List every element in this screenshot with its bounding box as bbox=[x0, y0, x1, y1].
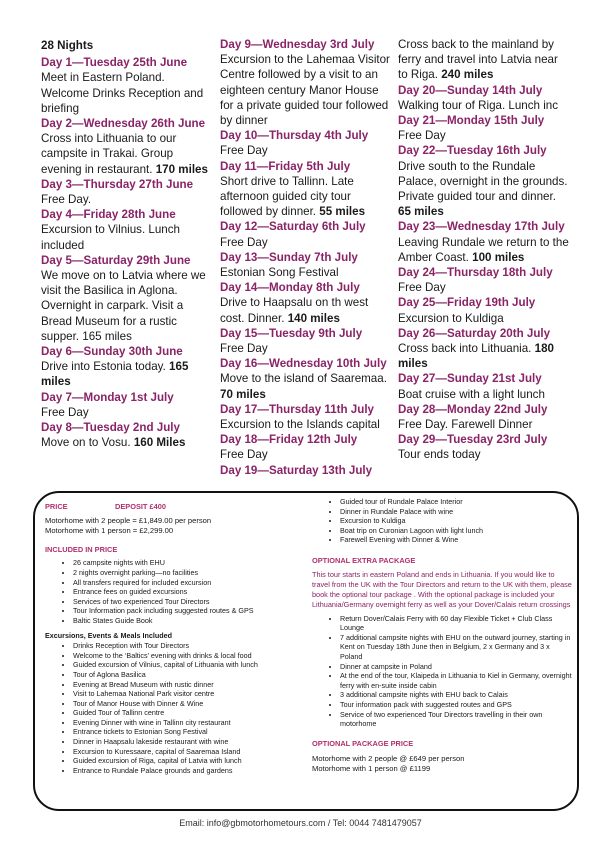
day-body: Excursion to Vilnius. Lunch included bbox=[41, 223, 180, 252]
day-heading: Day 15—Tuesday 9th July bbox=[220, 326, 363, 340]
excursions-heading: Excursions, Events & Meals Included bbox=[45, 630, 173, 640]
day-heading: Day 23—Wednesday 17th July bbox=[398, 220, 565, 234]
day-body: We move on to Latvia where we visit the Basilica in Aglona. Overnight in carpark. Visit a Bread Museum for a rustic supper. 165 miles bbox=[41, 269, 206, 343]
day-miles: 100 miles bbox=[472, 250, 525, 264]
list-item: • At the end of the tour, Klaipeda in Lithuania to Kiel in Germany, overnight ferry with en-suite inside cabin bbox=[340, 671, 574, 690]
list-item: • Excursion to Kuldiga bbox=[340, 516, 574, 526]
day-miles: 55 miles bbox=[319, 205, 366, 219]
list-item: • Guided excursion of Riga, capital of Latvia with lunch bbox=[73, 756, 293, 766]
day-body: Boat cruise with a light lunch bbox=[398, 387, 545, 401]
list-item: • Tour Information pack including suggested routes & GPS bbox=[73, 606, 293, 616]
day-heading: Day 24—Thursday 18th July bbox=[398, 266, 553, 280]
list-item: • Drinks Reception with Tour Directors bbox=[73, 641, 293, 651]
itinerary-column-3 bbox=[398, 37, 570, 463]
day-miles: 170 miles bbox=[155, 162, 208, 176]
list-item: • Dinner at campsite in Poland bbox=[340, 662, 574, 672]
footer-contact: Email: info@gbmotorhometours.com / Tel: 0044 7481479057 bbox=[179, 818, 422, 828]
pricing-right-column bbox=[312, 497, 574, 773]
day-body: Cross back into Lithuania. 180 miles bbox=[398, 342, 554, 371]
day-heading: Day 8—Tuesday 2nd July bbox=[41, 421, 180, 435]
day-heading: Day 12—Saturday 6th July bbox=[220, 220, 366, 234]
day-body: Estonian Song Festival bbox=[220, 266, 339, 280]
day-miles: 165 miles bbox=[41, 360, 189, 389]
optional-price-1-person: Motorhome with 1 person @ £1199 bbox=[312, 763, 431, 773]
day-heading: Day 17—Thursday 11th July bbox=[220, 402, 375, 416]
day-heading: Day 9—Wednesday 3rd July bbox=[220, 38, 375, 51]
list-item: • Excursion to Kuressaare, capital of Saaremaa Island bbox=[73, 747, 293, 757]
price-line-1-person: Motorhome with 1 person = £2,299.00 bbox=[45, 526, 174, 536]
day-body: Free Day bbox=[220, 144, 268, 158]
included-list bbox=[45, 558, 293, 625]
included-list-continued bbox=[312, 497, 574, 545]
day-heading: Day 3—Thursday 27th June bbox=[41, 177, 194, 191]
day-body: Free Day bbox=[398, 281, 446, 295]
optional-price-heading: OPTIONAL PACKAGE PRICE bbox=[312, 738, 414, 748]
day-heading: Day 11—Friday 5th July bbox=[220, 159, 351, 173]
day-body: Cross into Lithuania to our campsite in Trakai. Group evening in restaurant. 170 miles bbox=[41, 132, 208, 176]
itinerary-column-2 bbox=[220, 37, 392, 478]
day-heading: Day 16—Wednesday 10th July bbox=[220, 357, 387, 371]
day-body: Excursion to Kuldiga bbox=[398, 311, 504, 325]
day-heading: Day 1—Tuesday 25th June bbox=[41, 56, 188, 70]
list-item: • Guided tour of Rundale Palace Interior bbox=[340, 497, 574, 507]
day-heading: Day 4—Friday 28th June bbox=[41, 208, 176, 222]
list-item: • Guided Tour of Tallinn centre bbox=[73, 708, 293, 718]
day-body: Free Day bbox=[41, 405, 89, 419]
day-miles: 70 miles bbox=[220, 387, 266, 401]
day-heading: Day 25—Friday 19th July bbox=[398, 296, 536, 310]
optional-heading: OPTIONAL EXTRA PACKAGE bbox=[312, 555, 416, 565]
nights-title: 28 Nights bbox=[41, 39, 94, 52]
itinerary-column-1 bbox=[41, 38, 213, 450]
list-item: • Service of two experienced Tour Directors travelling in their own motorhome bbox=[340, 710, 574, 729]
list-item: • Welcome to the ‘Baltics’ evening with drinks & local food bbox=[73, 651, 293, 661]
list-item: • Tour of Aglona Basilica bbox=[73, 670, 293, 680]
list-item: • 26 campsite nights with EHU bbox=[73, 558, 293, 568]
list-item: • Boat trip on Curonian Lagoon with light lunch bbox=[340, 526, 574, 536]
price-heading: PRICE DEPOSIT £400 bbox=[45, 502, 166, 511]
list-item: • Evening at Bread Museum with rustic dinner bbox=[73, 680, 293, 690]
day-body: Tour ends today bbox=[398, 448, 481, 462]
list-item: • Guided excursion of Vilnius, capital of Lithuania with lunch bbox=[73, 660, 293, 670]
day-heading: Day 2—Wednesday 26th June bbox=[41, 117, 206, 131]
optional-description: This tour starts in eastern Poland and ends in Lithuania. If you would like to travel from the UK with the Tour Directors and return to the UK with them, please book the optional tour package . With the optional package is included your Lithuania/Germany overnight ferry as well as your Dover/Calais return crossings bbox=[312, 569, 572, 609]
optional-list bbox=[312, 614, 574, 729]
day-miles: 160 Miles bbox=[133, 436, 186, 450]
day-heading: Day 7—Monday 1st July bbox=[41, 390, 174, 404]
day-heading: Day 14—Monday 8th July bbox=[220, 281, 360, 295]
list-item: • Visit to Lahemaa National Park visitor centre bbox=[73, 689, 293, 699]
day-body: Move to the island of Saaremaa. 70 miles bbox=[220, 372, 387, 401]
list-item: • Evening Dinner with wine in Tallinn city restaurant bbox=[73, 718, 293, 728]
day-heading: Day 21—Monday 15th July bbox=[398, 114, 545, 128]
list-item: • Dinner in Haapsalu lakeside restaurant with wine bbox=[73, 737, 293, 747]
list-item: • Tour of Manor House with Dinner & Wine bbox=[73, 699, 293, 709]
day-body: Free Day bbox=[220, 342, 268, 356]
day-body: Short drive to Tallinn. Late afternoon guided city tour followed by dinner. 55 miles bbox=[220, 174, 366, 219]
day-miles: 65 miles bbox=[398, 205, 444, 219]
included-heading: INCLUDED IN PRICE bbox=[45, 544, 118, 554]
day-body: Free Day. bbox=[41, 193, 92, 207]
excursions-list bbox=[45, 641, 293, 775]
day-heading: Day 29—Tuesday 23rd July bbox=[398, 433, 548, 447]
day-body: Leaving Rundale we return to the Amber Coast. 100 miles bbox=[398, 235, 569, 264]
day-heading: Day 10—Thursday 4th July bbox=[220, 129, 369, 143]
list-item: • Baltic States Guide Book bbox=[73, 616, 293, 626]
day-body: Drive to Haapsalu on th west cost. Dinner. 140 miles bbox=[220, 296, 369, 325]
list-item: • Services of two experienced Tour Directors bbox=[73, 597, 293, 607]
day-body: Move on to Vosu. 160 Miles bbox=[41, 436, 186, 450]
day-body: Free Day. Farewell Dinner bbox=[398, 418, 533, 432]
day-heading: Day 28—Monday 22nd July bbox=[398, 402, 548, 416]
list-item: • Dinner in Rundale Palace with wine bbox=[340, 507, 574, 517]
list-item: • 7 additional campsite nights with EHU on the outward journey, starting in Kent on Tuesday 18th June then in Belgium, 2 x Germany and 3 x Poland bbox=[340, 633, 574, 662]
list-item: • Return Dover/Calais Ferry with 60 day Flexible Ticket + Club Class Lounge bbox=[340, 614, 574, 633]
list-item: • Entrance tickets to Estonian Song Festival bbox=[73, 727, 293, 737]
day-body: Walking tour of Riga. Lunch inc bbox=[398, 98, 559, 112]
day-heading: Day 22—Tuesday 16th July bbox=[398, 144, 547, 158]
day-miles: 180 miles bbox=[398, 342, 554, 371]
day-heading: Day 19—Saturday 13th July bbox=[220, 463, 373, 477]
day-body: Free Day bbox=[398, 129, 446, 143]
day-heading: Day 20—Sunday 14th July bbox=[398, 83, 543, 97]
day-body: Drive into Estonia today. 165 miles bbox=[41, 360, 189, 389]
list-item: • Farewell Evening with Dinner & Wine bbox=[340, 535, 574, 545]
pricing-left-column bbox=[45, 502, 293, 775]
list-item: • Entrance fees on guided excursions bbox=[73, 587, 293, 597]
list-item: • Entrance to Rundale Palace grounds and gardens bbox=[73, 766, 293, 776]
price-line-2-people: Motorhome with 2 people = £1,849.00 per person bbox=[45, 515, 212, 525]
day-body: Free Day bbox=[220, 448, 268, 462]
day-heading: Day 13—Sunday 7th July bbox=[220, 250, 358, 264]
day-heading: Day 26—Saturday 20th July bbox=[398, 326, 551, 340]
list-item: • 3 additional campsite nights with EHU back to Calais bbox=[340, 690, 574, 700]
list-item: • 2 nights overnight parking—no facilities bbox=[73, 568, 293, 578]
optional-price-2-people: Motorhome with 2 people @ £649 per person bbox=[312, 754, 465, 764]
day-body: Drive south to the Rundale Palace, overnight in the grounds. Private guided tour and dinner. 65 miles bbox=[398, 159, 568, 219]
day-heading: Day 18—Friday 12th July bbox=[220, 433, 358, 447]
day-body: Free Day bbox=[220, 235, 268, 249]
day-body: Cross back to the mainland by ferry and travel into Latvia near to Riga. 240 miles bbox=[398, 38, 558, 82]
day-body: Excursion to the Lahemaa Visitor Centre followed by a visit to an eighteen century Manor House for a private guided tour followed by dinner bbox=[220, 53, 390, 128]
list-item: • All transfers required for included excursion bbox=[73, 578, 293, 588]
day-body: Meet in Eastern Poland. Welcome Drinks Reception and briefing bbox=[41, 71, 204, 115]
day-heading: Day 5—Saturday 29th June bbox=[41, 253, 191, 267]
day-heading: Day 27—Sunday 21st July bbox=[398, 372, 542, 386]
day-body: Excursion to the Islands capital bbox=[220, 418, 380, 432]
day-heading: Day 6—Sunday 30th June bbox=[41, 345, 183, 359]
list-item: • Tour information pack with suggested routes and GPS bbox=[340, 700, 574, 710]
day-miles: 140 miles bbox=[287, 311, 340, 325]
